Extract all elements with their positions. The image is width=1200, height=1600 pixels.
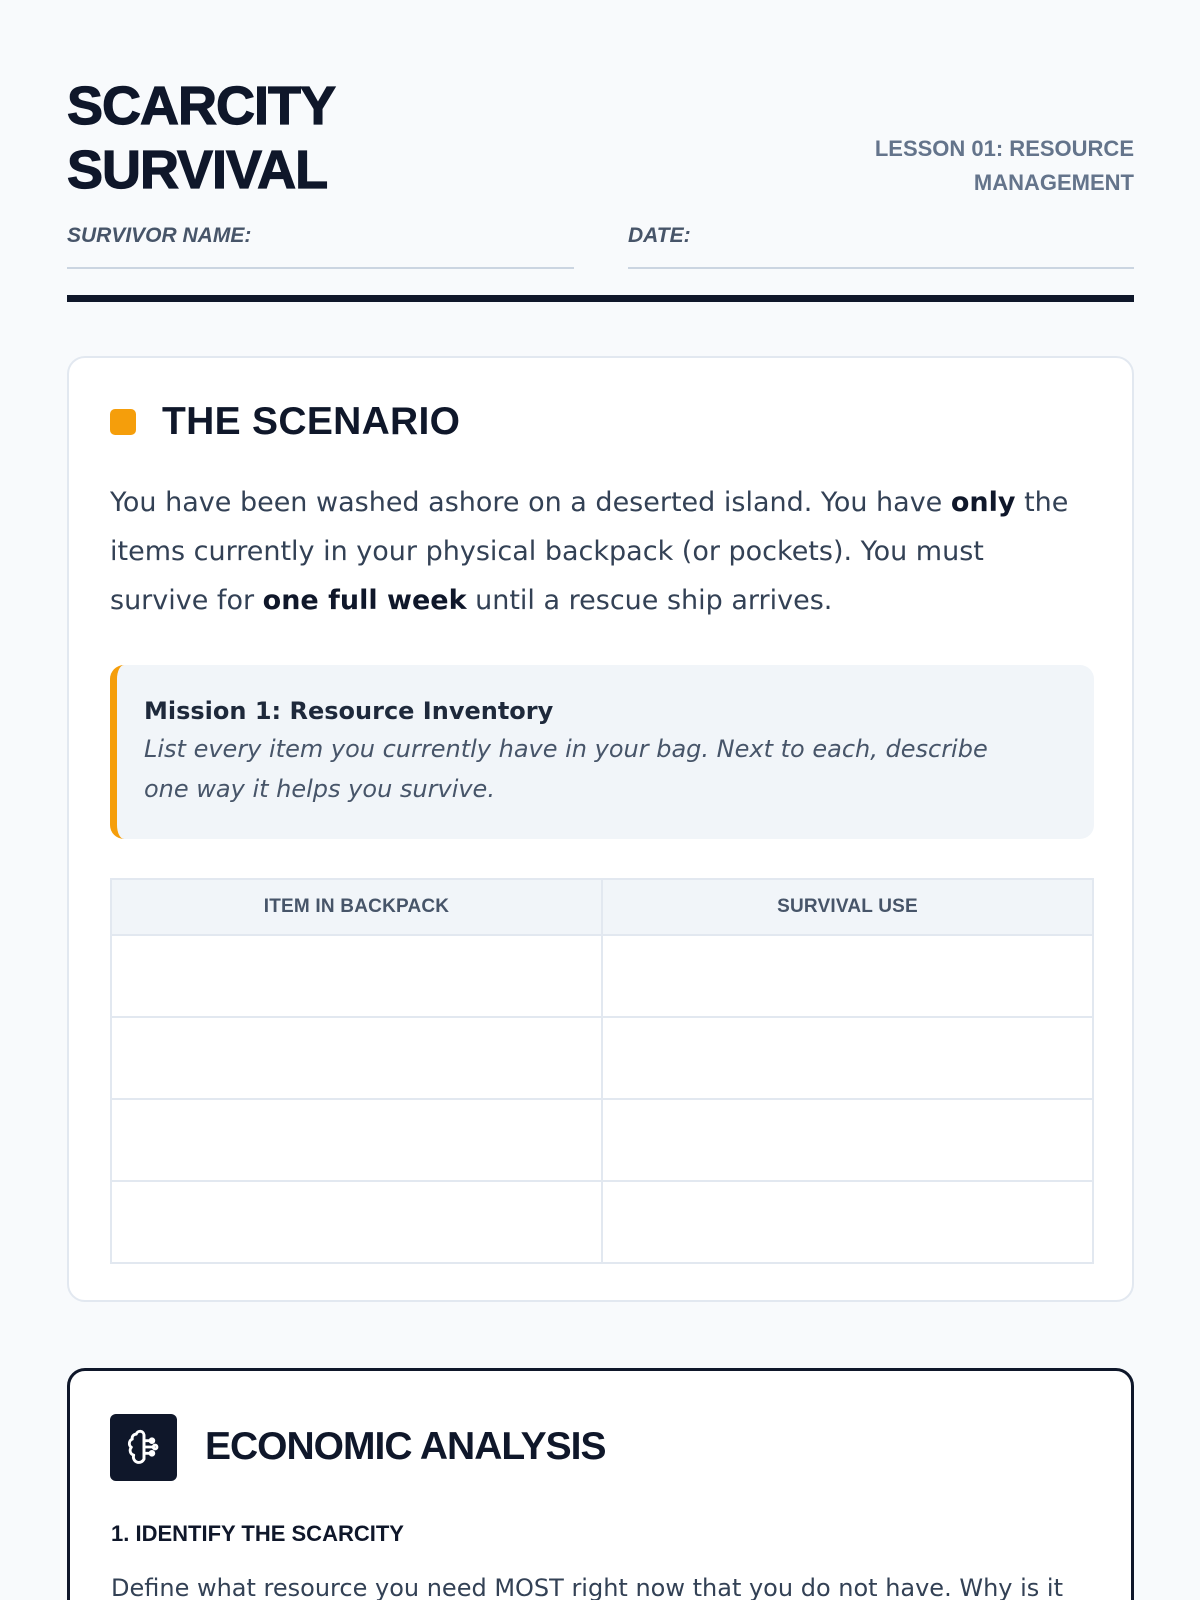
table-cell-use[interactable] [602,1181,1093,1263]
table-cell-item[interactable] [111,1017,602,1099]
column-header-use: SURVIVAL USE [602,879,1093,935]
worksheet-header [67,0,1134,300]
mission-title: Mission 1: Resource Inventory [144,697,554,725]
table-cell-item[interactable] [111,1181,602,1263]
economic-analysis-card [67,1368,1134,1600]
scenario-emphasis-week: one full week [262,585,467,616]
table-row [111,1099,1093,1181]
lesson-label [834,132,1134,200]
question-1-text: Define what resource you need MOST right now that you do not have. Why is it [111,1574,1063,1600]
date-field[interactable] [628,224,1134,269]
table-row [111,1181,1093,1263]
table-cell-use[interactable] [602,1017,1093,1099]
scenario-text [110,478,1090,625]
survivor-name-label: SURVIVOR NAME: [67,224,252,247]
worksheet-title [67,74,335,202]
title-line-2: SURVIVAL [67,140,328,200]
scenario-text-part-3: until a rescue ship arrives. [466,585,833,616]
analysis-title: ECONOMIC ANALYSIS [205,1425,606,1468]
mission-callout [110,665,1094,839]
square-bullet-icon [110,409,136,435]
scenario-emphasis-only: only [950,487,1016,518]
lesson-line-2: MANAGEMENT [973,170,1134,195]
scenario-card [67,356,1134,1302]
table-cell-item[interactable] [111,935,602,1017]
table-row [111,935,1093,1017]
scenario-text-part-1: You have been washed ashore on a deserted island. You have [110,487,951,518]
date-label: DATE: [628,224,691,247]
survivor-name-field[interactable] [67,224,574,269]
table-cell-item[interactable] [111,1099,602,1181]
brain-icon [110,1414,177,1481]
title-line-1: SCARCITY [67,76,336,136]
worksheet-page [67,0,1134,1600]
table-row [111,1017,1093,1099]
analysis-heading [110,1413,606,1481]
question-1-title: 1. IDENTIFY THE SCARCITY [111,1521,404,1546]
table-cell-use[interactable] [602,935,1093,1017]
inventory-table [110,878,1094,1264]
lesson-line-1: LESSON 01: RESOURCE [874,136,1134,161]
scenario-text-part-2: the items currently in your physical backpack (or pockets). You must survive for [110,487,1069,616]
mission-description: List every item you currently have in your bag. Next to each, describe one way it helps you survive. [144,735,988,803]
scenario-heading [110,398,460,446]
header-divider [67,295,1134,302]
table-cell-use[interactable] [602,1099,1093,1181]
table-header-row [111,879,1093,935]
scenario-title: THE SCENARIO [162,400,461,443]
column-header-item: ITEM IN BACKPACK [111,879,602,935]
